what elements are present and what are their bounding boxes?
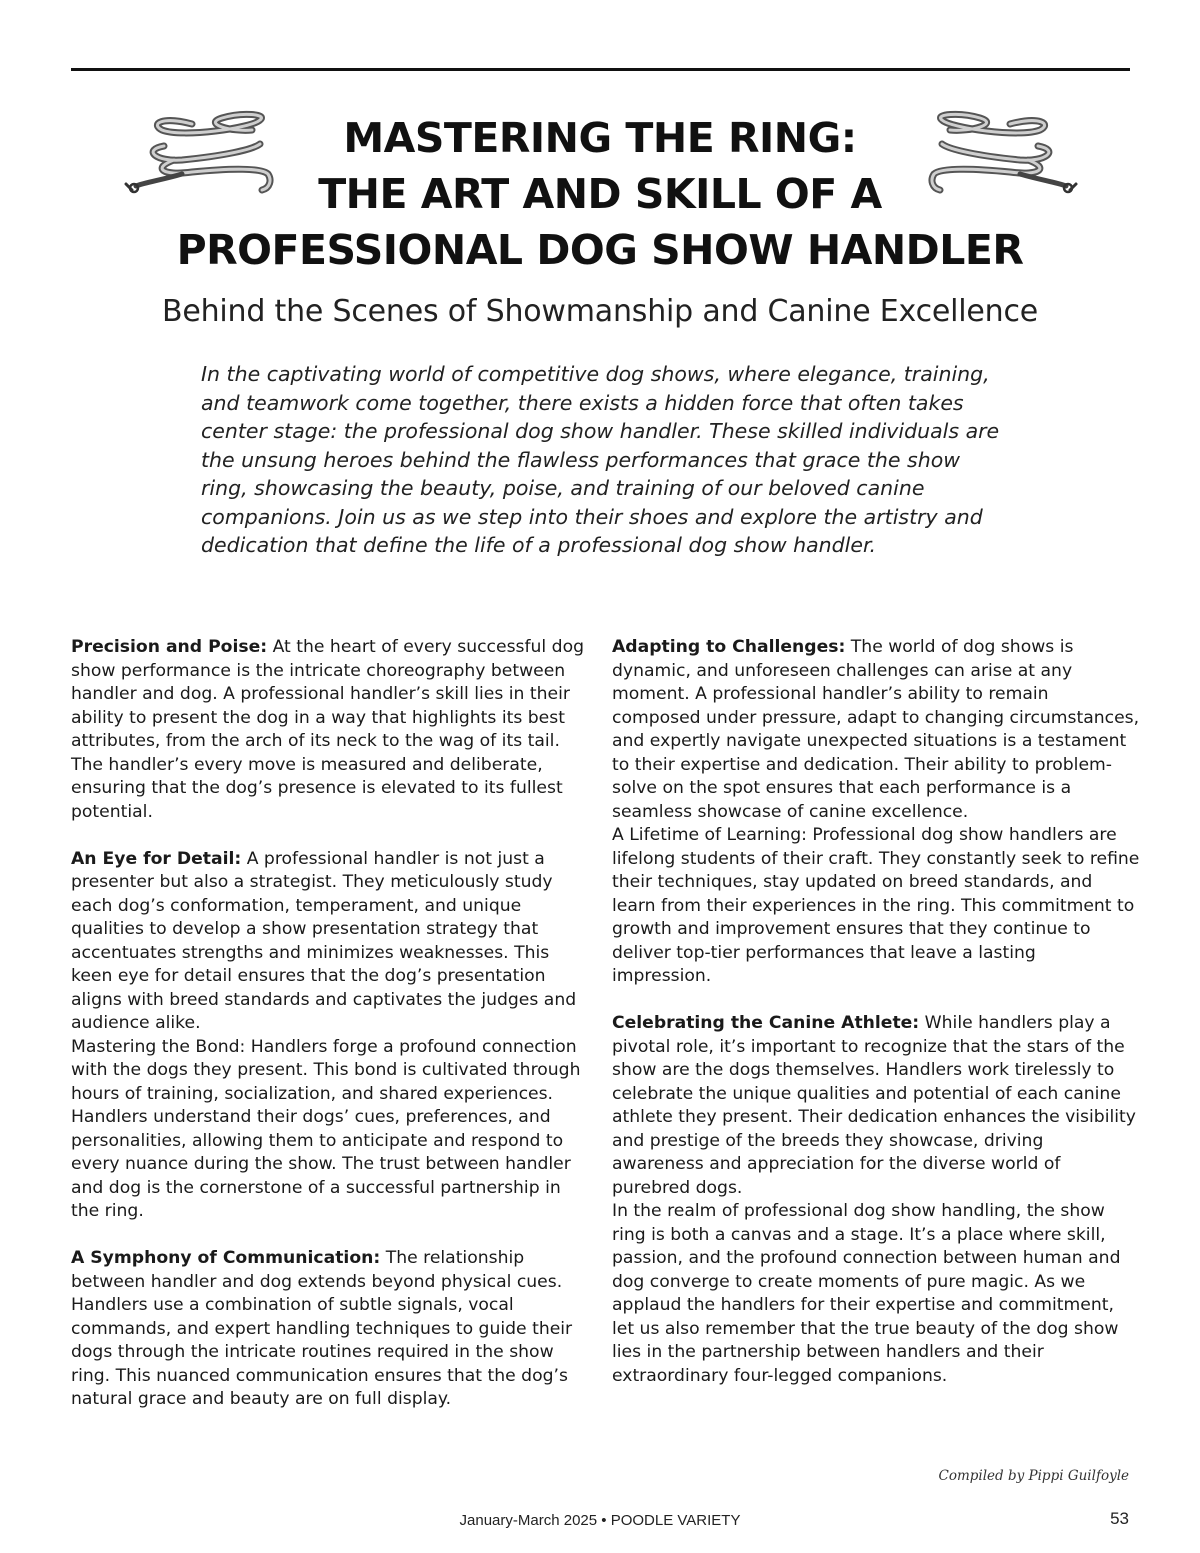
article-subtitle: Behind the Scenes of Showmanship and Canine Excellence <box>161 294 1039 329</box>
section-body: At the heart of every successful dog show performance is the intricate choreography between handler and dog. A professional handler’s skill lies in their ability to present the dog in a way that highlights its best attributes, from the arch of its neck to the wag of its tail. The handler’s every move is measured and deliberate, ensuring that the dog’s presence is elevated to its fullest potential. <box>71 637 585 822</box>
section-detail <box>71 848 586 1036</box>
section-body: A professional handler is not just a presenter but also a strategist. They meticulously study each dog’s conformation, temperament, and unique qualities to develop a show presentation strategy that accentuates strengths and minimizes weaknesses. This keen eye for detail ensures that the dog’s presentation aligns with breed standards and captivates the judges and audience alike. <box>71 848 577 1033</box>
page-number: 53 <box>1110 1509 1129 1528</box>
section-athlete <box>612 1012 1140 1200</box>
header-rule <box>71 68 1130 71</box>
section-communication <box>71 1247 586 1412</box>
section-heading: Adapting to Challenges: <box>612 637 846 657</box>
section-closing: In the realm of professional dog show handling, the show ring is both a canvas and a stage. It’s a place where skill, passion, and the profound connection between human and dog converge to create moments of pure magic. As we applaud the handlers for their expertise and commitment, let us also remember that the true beauty of the dog show lies in the partnership between handlers and their extraordinary four-legged companions. <box>612 1201 1121 1386</box>
title-line-3: PROFESSIONAL DOG SHOW HANDLER <box>176 226 1024 274</box>
leash-icon <box>920 110 1080 200</box>
right-column <box>612 636 1140 1388</box>
section-heading: Celebrating the Canine Athlete: <box>612 1013 920 1033</box>
section-precision <box>71 636 586 824</box>
section-challenges <box>612 636 1140 824</box>
section-bond: Mastering the Bond: Handlers forge a profound connection with the dogs they present. This bond is cultivated through hours of training, socialization, and shared experiences. Handlers understand their dogs’ cues, preferences, and personalities, allowing them to anticipate and respond to every nuance during the show. The trust between handler and dog is the cornerstone of a successful partnership in the ring. <box>71 1036 581 1221</box>
article-intro: In the captivating world of competitive dog shows, where elegance, training, and teamwork come together, there exists a hidden force that often takes center stage: the professional dog show handler. These skilled individuals are the unsung heroes behind the flawless performances that grace the show ring, showcasing the beauty, poise, and training of our beloved canine companions. Join us as we step into their shoes and explore the artistry and dedication that define the life of a professional dog show handler. <box>201 362 1000 557</box>
section-body: The relationship between handler and dog extends beyond physical cues. Handlers use a combination of subtle signals, vocal commands, and expert handling techniques to guide their dogs through the intricate routines required in the show ring. This nuanced communication ensures that the dog’s natural grace and beauty are on full display. <box>71 1248 573 1409</box>
section-body: The world of dog shows is dynamic, and unforeseen challenges can arise at any moment. A professional handler’s ability to remain composed under pressure, adapt to changing circumstances, and expertly navigate unexpected situations is a testament to their expertise and dedication. Their ability to problem-solve on the spot ensures that each performance is a seamless showcase of canine excellence. <box>612 637 1140 822</box>
author-credit: Compiled by Pippi Guilfoyle <box>938 1468 1129 1484</box>
left-column <box>71 636 586 1412</box>
title-line-2: THE ART AND SKILL OF A <box>318 170 882 218</box>
title-line-1: MASTERING THE RING: <box>343 114 857 162</box>
section-heading: A Symphony of Communication: <box>71 1248 381 1268</box>
section-heading: Precision and Poise: <box>71 637 268 657</box>
section-learning: A Lifetime of Learning: Professional dog show handlers are lifelong students of their craft. They constantly seek to refine their techniques, stay updated on breed standards, and learn from their experiences in the ring. This commitment to growth and improvement ensures that they continue to deliver top-tier performances that leave a lasting impression. <box>612 825 1140 986</box>
section-heading: An Eye for Detail: <box>71 848 242 869</box>
section-body: While handlers play a pivotal role, it’s important to recognize that the stars of the show are the dogs themselves. Handlers work tirelessly to celebrate the unique qualities and potential of each canine athlete they present. Their dedication enhances the visibility and prestige of the breeds they showcase, driving awareness and appreciation for the diverse world of purebred dogs. <box>612 1013 1136 1198</box>
page-footer: January-March 2025 • POODLE VARIETY <box>459 1512 741 1529</box>
